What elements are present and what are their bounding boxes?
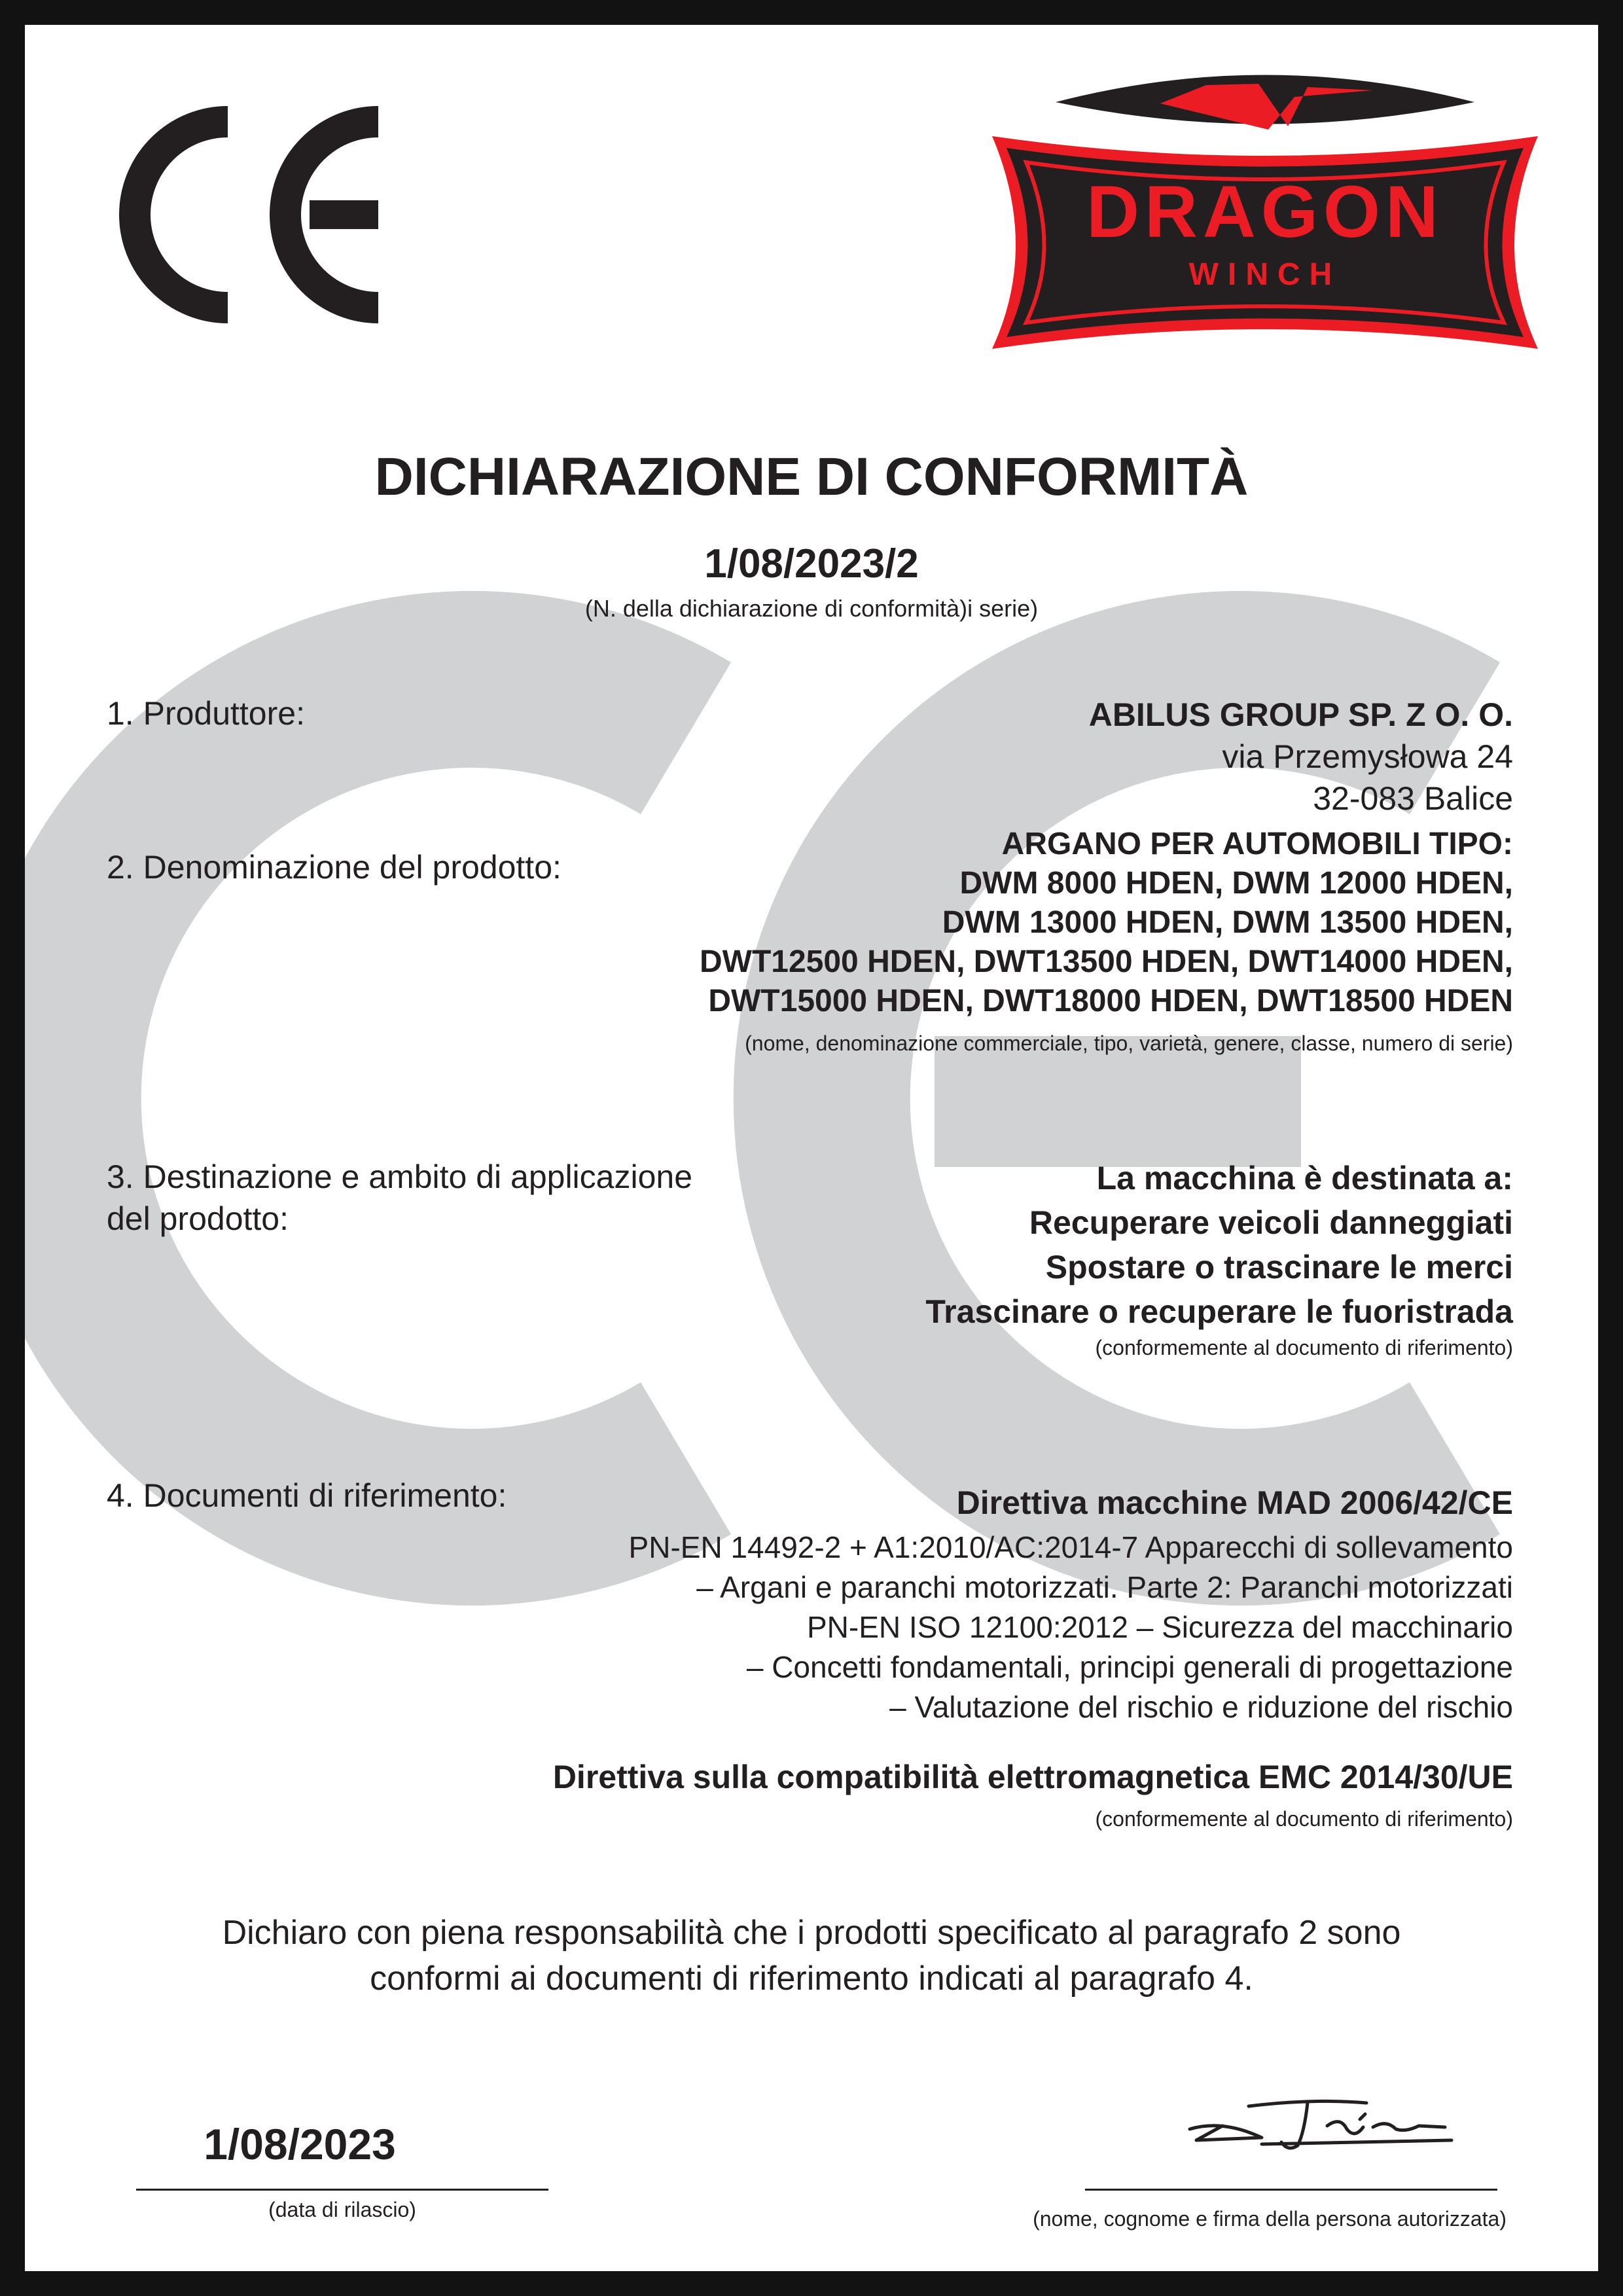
date-underline <box>136 2189 548 2191</box>
standards-block <box>629 1528 1513 1727</box>
product-caption: (nome, denominazione commerciale, tipo, varietà, genere, classe, numero di serie) <box>745 1031 1513 1055</box>
ce-mark-icon <box>116 103 404 326</box>
declaration-number-caption: (N. della dichiarazione di conformità)i serie) <box>584 595 1039 622</box>
product-line: DWT12500 HDEN, DWT13500 HDEN, DWT14000 HDEN, <box>699 944 1513 979</box>
purpose-label-line: 3. Destinazione e ambito di applicazione <box>107 1158 692 1195</box>
date-caption: (data di rilascio) <box>268 2198 416 2221</box>
product-label: 2. Denominazione del prodotto: <box>107 849 562 886</box>
purpose-label-line: del prodotto: <box>107 1200 289 1237</box>
product-line: DWM 8000 HDEN, DWM 12000 HDEN, <box>959 866 1513 901</box>
declaration-statement <box>25 1910 1598 2001</box>
directive-emc: Direttiva sulla compatibilità elettromagnetica EMC 2014/30/UE <box>552 1759 1513 1795</box>
manufacturer-block <box>1089 694 1513 819</box>
manufacturer-city: 32-083 Balice <box>1313 780 1513 817</box>
issue-date: 1/08/2023 <box>204 2120 396 2168</box>
dragon-winch-logo <box>980 51 1550 359</box>
signature-underline <box>1085 2189 1497 2191</box>
declaration-document <box>25 25 1598 2271</box>
standard-line: PN-EN 14492-2 + A1:2010/AC:2014-7 Apparecchi di sollevamento <box>628 1530 1513 1564</box>
directive-machines: Direttiva macchine MAD 2006/42/CE <box>956 1484 1513 1521</box>
purpose-label <box>107 1156 692 1240</box>
logo-sub-text: WINCH <box>1188 257 1342 292</box>
purpose-line: Spostare o trascinare le merci <box>1045 1249 1513 1285</box>
product-line: DWT15000 HDEN, DWT18000 HDEN, DWT18500 HDEN <box>708 984 1513 1018</box>
purpose-block <box>925 1156 1513 1334</box>
standard-line: – Argani e paranchi motorizzati. Parte 2: Paranchi motorizzati <box>696 1570 1513 1604</box>
product-block <box>700 825 1513 1021</box>
manufacturer-street: via Przemysłowa 24 <box>1222 738 1513 775</box>
standard-line: – Concetti fondamentali, principi generali di progettazione <box>746 1650 1513 1684</box>
product-line: ARGANO PER AUTOMOBILI TIPO: <box>1001 827 1513 861</box>
purpose-line: La macchina è destinata a: <box>1096 1160 1513 1196</box>
declaration-number: 1/08/2023/2 <box>704 541 919 586</box>
declaration-line: Dichiaro con piena responsabilità che i prodotti specificato al paragrafo 2 sono <box>222 1914 1401 1952</box>
standard-line: – Valutazione del rischio e riduzione del rischio <box>889 1690 1513 1724</box>
documents-label: 4. Documenti di riferimento: <box>107 1477 507 1514</box>
standard-line: PN-EN ISO 12100:2012 – Sicurezza del macchinario <box>806 1610 1513 1644</box>
documents-caption: (conformemente al documento di riferimento) <box>1095 1807 1513 1831</box>
logo-brand-text: DRAGON <box>1086 171 1444 253</box>
signature-icon <box>1183 2080 1458 2172</box>
purpose-caption: (conformemente al documento di riferimento) <box>1095 1336 1513 1359</box>
declaration-line: conformi ai documenti di riferimento indicati al paragrafo 4. <box>370 1960 1253 1998</box>
document-title: DICHIARAZIONE DI CONFORMITÀ <box>374 447 1249 507</box>
purpose-line: Trascinare o recuperare le fuoristrada <box>925 1293 1513 1330</box>
manufacturer-label: 1. Produttore: <box>107 695 305 732</box>
product-line: DWM 13000 HDEN, DWM 13500 HDEN, <box>942 905 1513 940</box>
signature-caption: (nome, cognome e firma della persona autorizzata) <box>1033 2207 1507 2231</box>
purpose-line: Recuperare veicoli danneggiati <box>1029 1204 1513 1241</box>
manufacturer-name: ABILUS GROUP SP. Z O. O. <box>1088 696 1513 733</box>
